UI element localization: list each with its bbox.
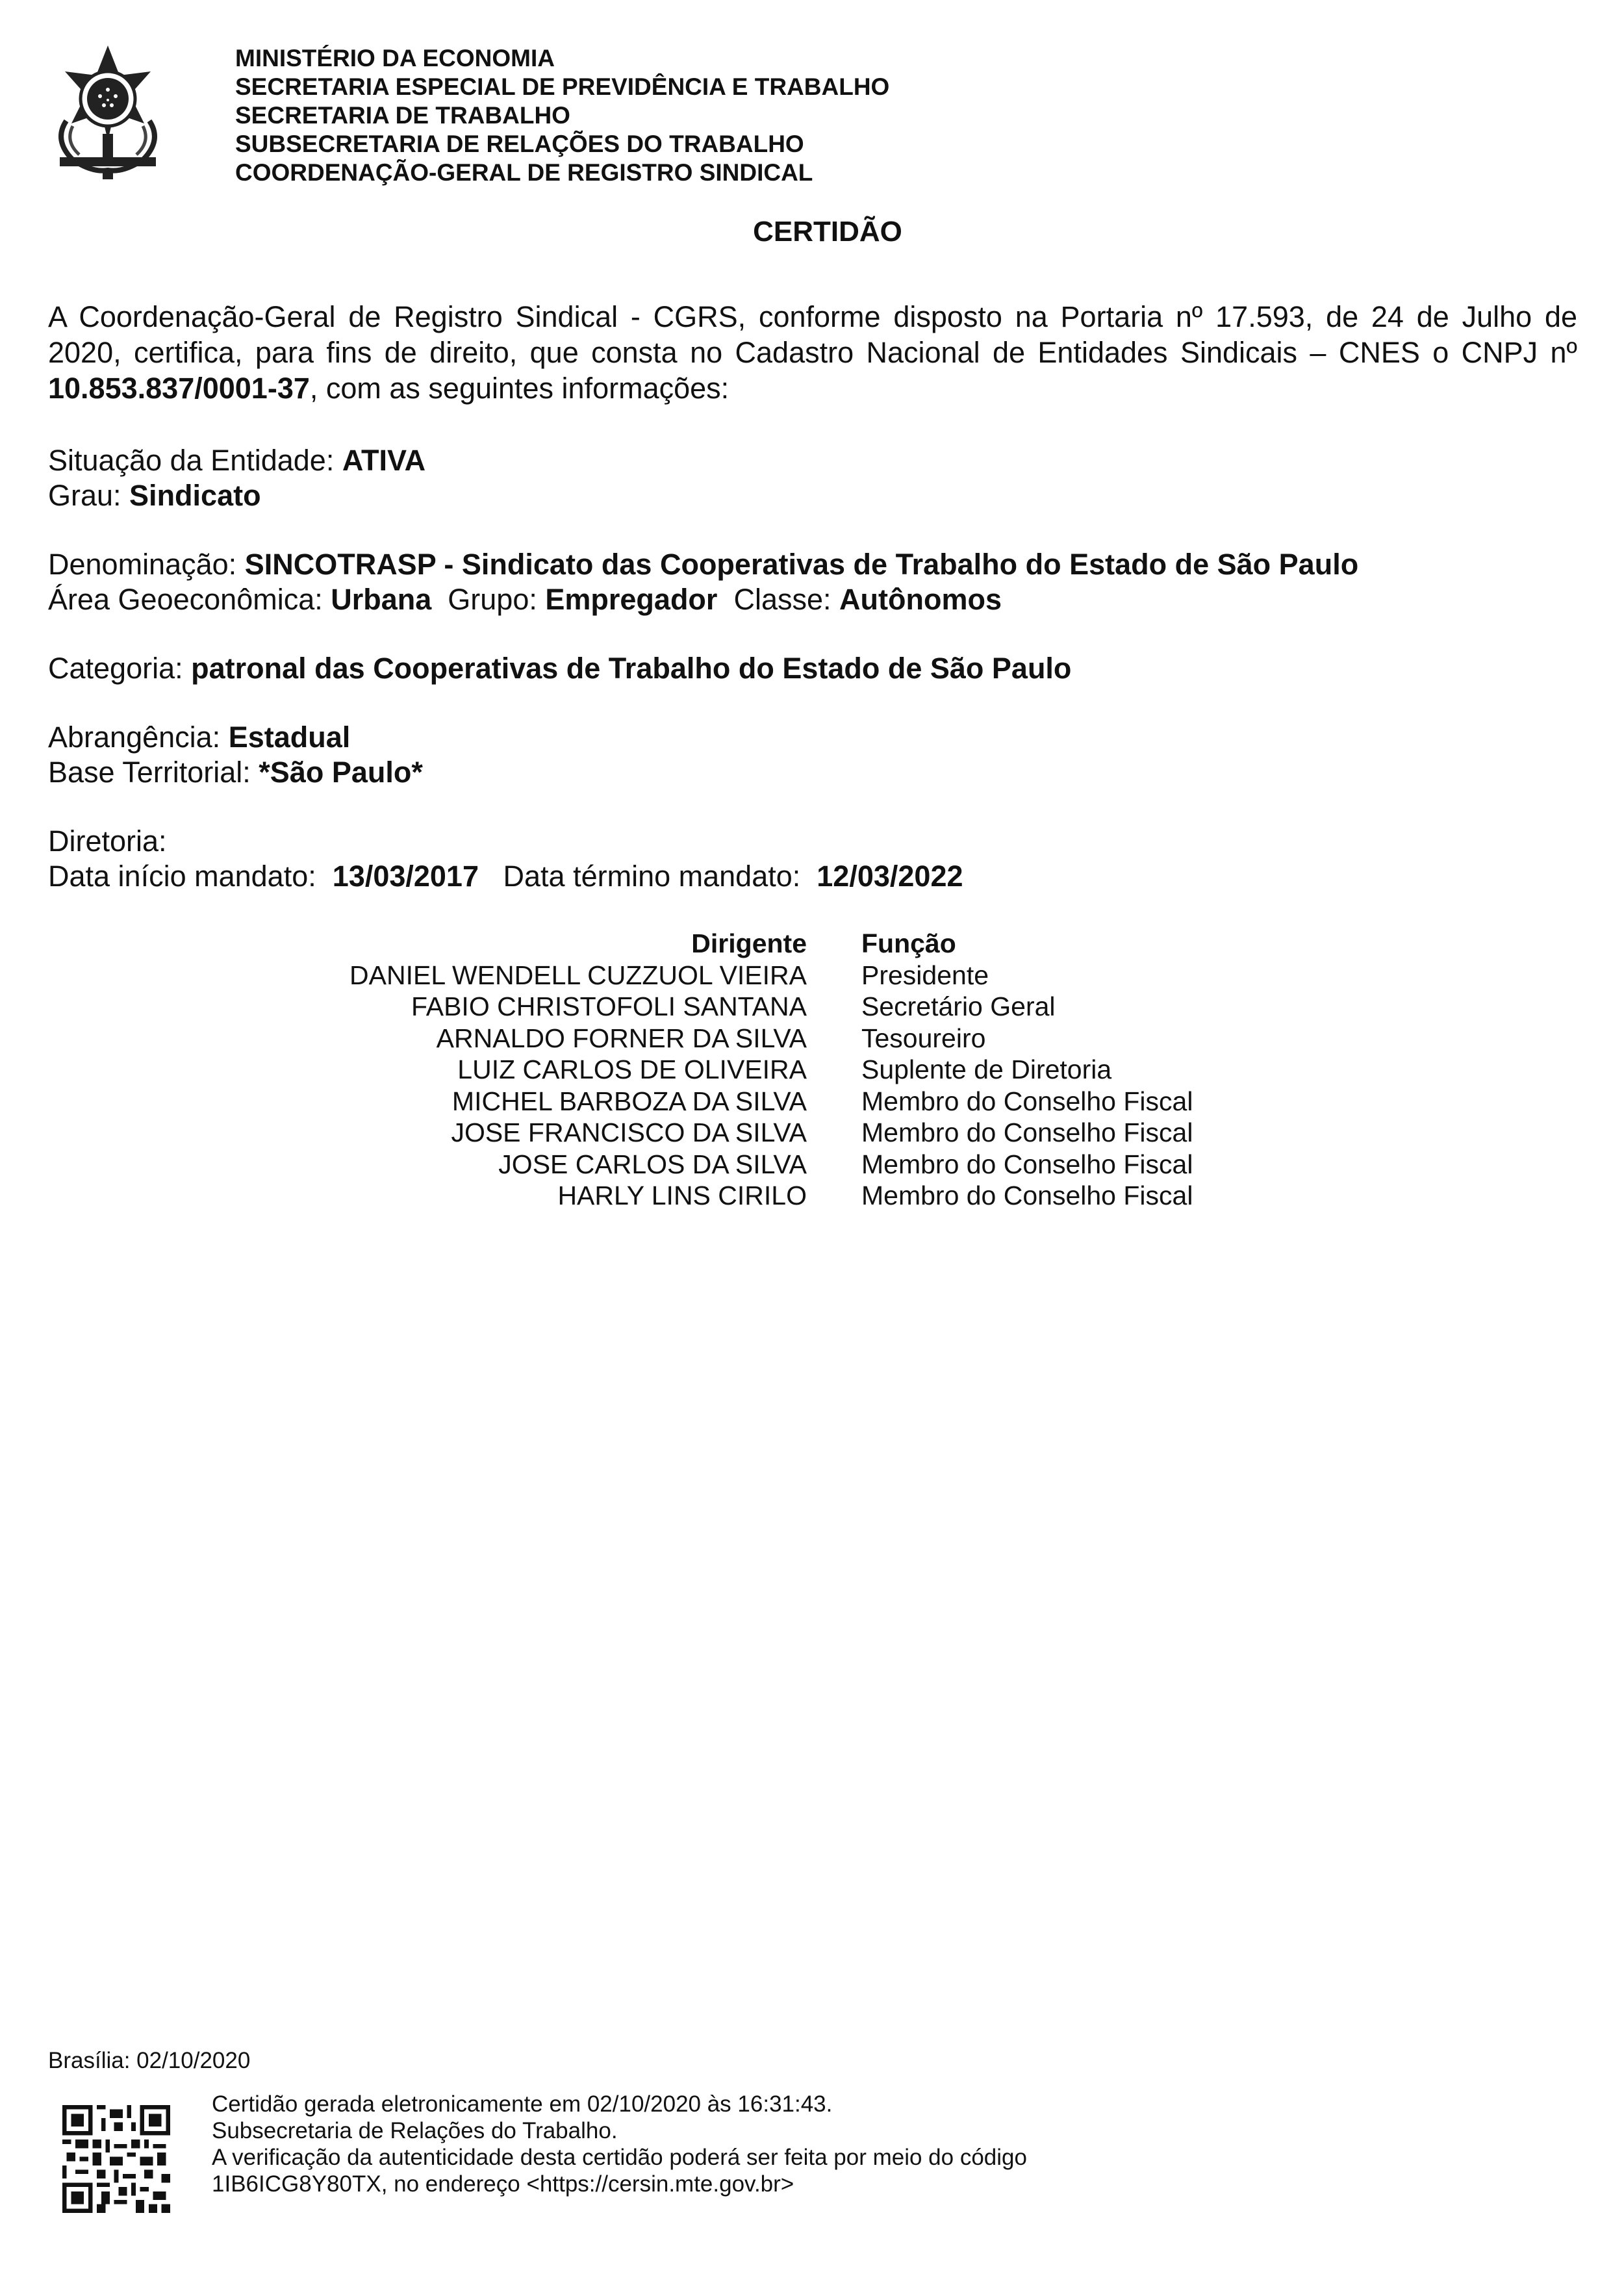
qr-code-icon: [62, 2105, 170, 2213]
table-row: [48, 1180, 1193, 1212]
city-date: Brasília: 02/10/2020: [48, 2048, 251, 2073]
table-row: [48, 1054, 1193, 1086]
grupo-label: Grupo:: [448, 583, 546, 616]
member-function: Presidente: [861, 960, 989, 990]
member-name: JOSE CARLOS DA SILVA: [498, 1149, 807, 1179]
mandato-line: [48, 859, 963, 894]
table-row: [48, 960, 1193, 991]
situacao-value: ATIVA: [342, 444, 426, 477]
header-line: COORDENAÇÃO-GERAL DE REGISTRO SINDICAL: [235, 159, 813, 186]
member-name: MICHEL BARBOZA DA SILVA: [451, 1086, 807, 1116]
member-function: Secretário Geral: [861, 991, 1056, 1021]
grau-label: Grau:: [48, 479, 130, 512]
base-value: *São Paulo*: [259, 756, 423, 789]
base-territorial-line: [48, 755, 423, 790]
intro-text: A Coordenação-Geral de Registro Sindical - CGRS, conforme disposto na Portaria nº 17.593, de 24 de Julho de 2020, certifica, para fins de direito, que consta no Cadastro Nacional de Entidades Sindicais – CNES o CNPJ nº: [48, 300, 1577, 369]
grau-line: [48, 478, 261, 513]
classe-label: Classe:: [733, 583, 840, 616]
situacao-label: Situação da Entidade:: [48, 444, 342, 477]
member-name: ARNALDO FORNER DA SILVA: [436, 1023, 807, 1053]
footer-line: Certidão gerada eletronicamente em 02/10/2020 às 16:31:43.: [212, 2091, 833, 2117]
header-line: SECRETARIA ESPECIAL DE PREVIDÊNCIA E TRABALHO: [235, 73, 890, 100]
abrangencia-line: [48, 720, 350, 755]
member-name: JOSE FRANCISCO DA SILVA: [451, 1118, 807, 1147]
member-function: Membro do Conselho Fiscal: [861, 1149, 1193, 1179]
diretoria-label: Diretoria:: [48, 824, 167, 858]
denominacao-label: Denominação:: [48, 548, 245, 581]
area-label: Área Geoeconômica:: [48, 583, 331, 616]
brazil-coat-of-arms-icon: [47, 43, 169, 185]
member-function: Membro do Conselho Fiscal: [861, 1118, 1193, 1147]
grau-value: Sindicato: [129, 479, 261, 512]
header-line: SUBSECRETARIA DE RELAÇÕES DO TRABALHO: [235, 131, 804, 157]
member-name: FABIO CHRISTOFOLI SANTANA: [411, 991, 807, 1021]
categoria-line: [48, 651, 1071, 686]
footer-line: A verificação da autenticidade desta certidão poderá ser feita por meio do código: [212, 2145, 1027, 2170]
area-value: Urbana: [331, 583, 432, 616]
classe-value: Autônomos: [839, 583, 1002, 616]
header-line: SECRETARIA DE TRABALHO: [235, 102, 570, 129]
column-header-funcao: Função: [861, 928, 956, 958]
base-label: Base Territorial:: [48, 756, 259, 789]
termino-value: 12/03/2022: [817, 860, 963, 893]
diretoria-table: [48, 928, 1193, 1212]
intro-suffix: , com as seguintes informações:: [309, 372, 730, 405]
header-ministry-lines: [235, 44, 889, 187]
denominacao-line: [48, 547, 1358, 582]
column-header-dirigente: Dirigente: [691, 928, 807, 958]
abrangencia-value: Estadual: [228, 721, 351, 754]
member-name: HARLY LINS CIRILO: [557, 1181, 807, 1210]
denominacao-value: SINCOTRASP - Sindicato das Cooperativas de Trabalho do Estado de São Paulo: [244, 548, 1359, 581]
inicio-value: 13/03/2017: [332, 860, 479, 893]
categoria-label: Categoria:: [48, 652, 192, 685]
member-function: Suplente de Diretoria: [861, 1054, 1112, 1084]
table-row: [48, 1117, 1193, 1149]
categoria-value: patronal das Cooperativas de Trabalho do Estado de São Paulo: [191, 652, 1072, 685]
member-name: LUIZ CARLOS DE OLIVEIRA: [457, 1054, 807, 1084]
area-grupo-classe-line: [48, 582, 1002, 617]
intro-paragraph: [48, 299, 1577, 406]
member-function: Membro do Conselho Fiscal: [861, 1181, 1193, 1210]
member-function: Membro do Conselho Fiscal: [861, 1086, 1193, 1116]
abrangencia-label: Abrangência:: [48, 721, 229, 754]
cnpj-number: 10.853.837/0001-37: [48, 372, 310, 405]
member-function: Tesoureiro: [861, 1023, 986, 1053]
member-name: DANIEL WENDELL CUZZUOL VIEIRA: [349, 960, 807, 990]
inicio-label: Data início mandato:: [48, 860, 325, 893]
header-line: MINISTÉRIO DA ECONOMIA: [235, 45, 555, 71]
table-row: [48, 1149, 1193, 1181]
page-title: CERTIDÃO: [753, 216, 902, 248]
grupo-value: Empregador: [545, 583, 718, 616]
table-header: [48, 928, 1193, 960]
table-row: [48, 1086, 1193, 1118]
footer-line: 1IB6ICG8Y80TX, no endereço <https://cersin.mte.gov.br>: [212, 2171, 794, 2197]
table-row: [48, 1023, 1193, 1054]
table-row: [48, 991, 1193, 1023]
footer-line: Subsecretaria de Relações do Trabalho.: [212, 2118, 618, 2143]
footer-authentication: [212, 2091, 1027, 2197]
situacao-line: [48, 443, 425, 478]
termino-label: Data término mandato:: [503, 860, 809, 893]
